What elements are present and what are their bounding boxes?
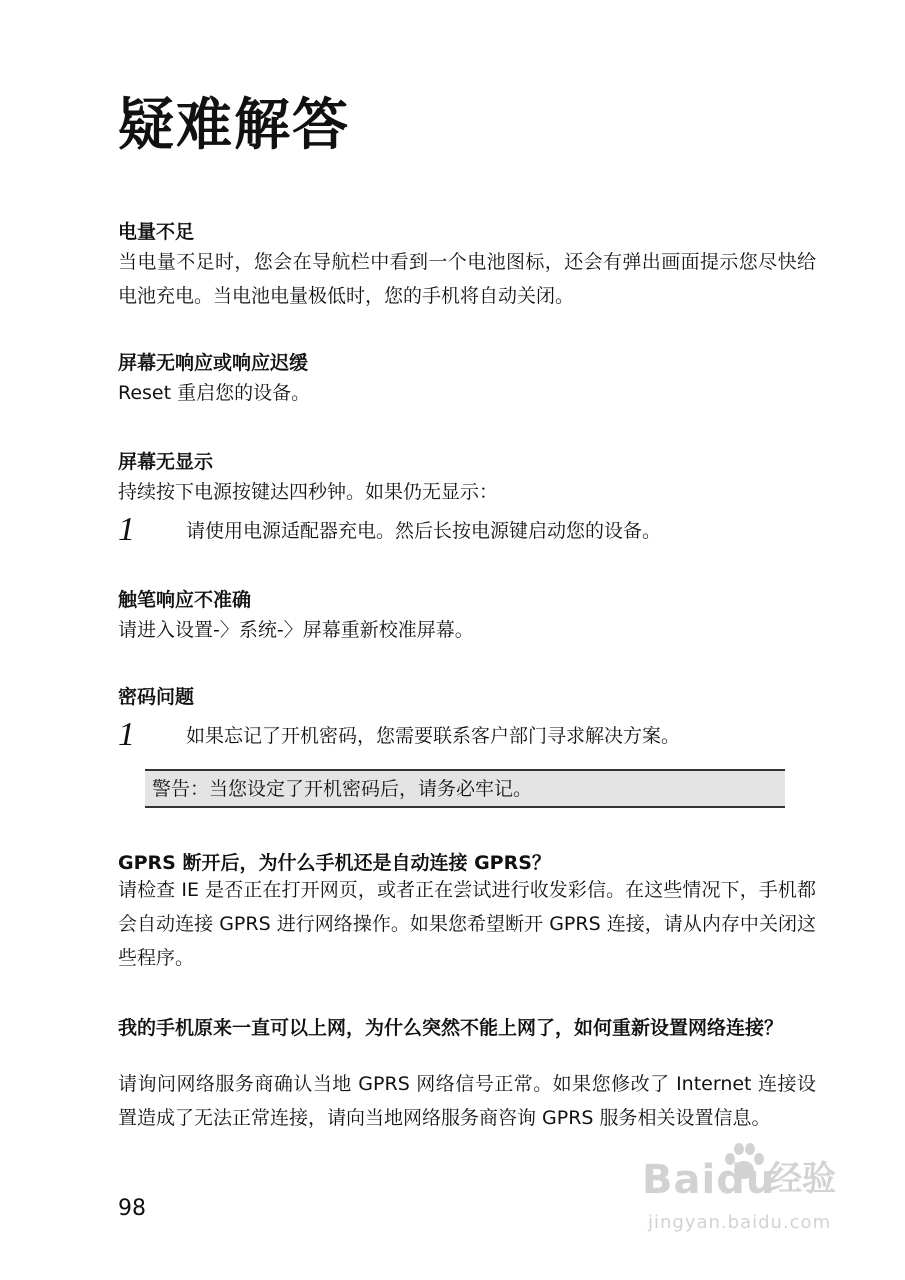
section-body-no-display: 持续按下电源按键达四秒钟。如果仍无显示： [118,481,499,503]
section-heading-stylus: 触笔响应不准确 [118,589,252,611]
section-heading-password: 密码问题 [118,686,195,708]
step-text: 请使用电源适配器充电。然后长按电源键启动您的设备。 [186,520,662,542]
page-title: 疑难解答 [118,93,350,158]
watermark-logo-text: Baidu [642,1157,776,1203]
watermark-url: jingyan.baidu.com [648,1212,832,1233]
warning-text: 警告：当您设定了开机密码后，请务必牢记。 [152,778,533,800]
warning-box [145,769,785,808]
section-heading-internet: 我的手机原来一直可以上网，为什么突然不能上网了，如何重新设置网络连接？ [118,1017,784,1039]
step-text: 如果忘记了开机密码，您需要联系客户部门寻求解决方案。 [186,725,681,747]
section-body-unresponsive: Reset 重启您的设备。 [118,382,311,404]
section-body-stylus: 请进入设置-〉系统-〉屏幕重新校准屏幕。 [118,619,474,641]
section-heading-no-display: 屏幕无显示 [118,451,214,473]
watermark-cn-text: 经验 [768,1159,836,1199]
section-body-gprs: 请检查 IE 是否正在打开网页，或者正在尝试进行收发彩信。在这些情况下，手机都会自动连接 GPRS 进行网络操作。如果您希望断开 GPRS 连接，请从内存中关闭这些程序。 [118,879,816,969]
section-heading-unresponsive: 屏幕无响应或响应迟缓 [118,352,309,374]
baidu-watermark [642,1148,852,1248]
section-body-low-battery: 当电量不足时，您会在导航栏中看到一个电池图标，还会有弹出画面提示您尽快给电池充电。当电池电量极低时，您的手机将自动关闭。 [118,251,816,307]
section-body-internet: 请询问网络服务商确认当地 GPRS 网络信号正常。如果您修改了 Internet 连接设置造成了无法正常连接，请向当地网络服务商咨询 GPRS 服务相关设置信息。 [118,1073,816,1129]
step-number: 1 [118,511,135,548]
page-number: 98 [118,1196,146,1221]
section-heading-gprs: GPRS 断开后，为什么手机还是自动连接 GPRS？ [118,852,551,874]
step-number: 1 [118,716,135,753]
section-heading-low-battery: 电量不足 [118,221,195,243]
